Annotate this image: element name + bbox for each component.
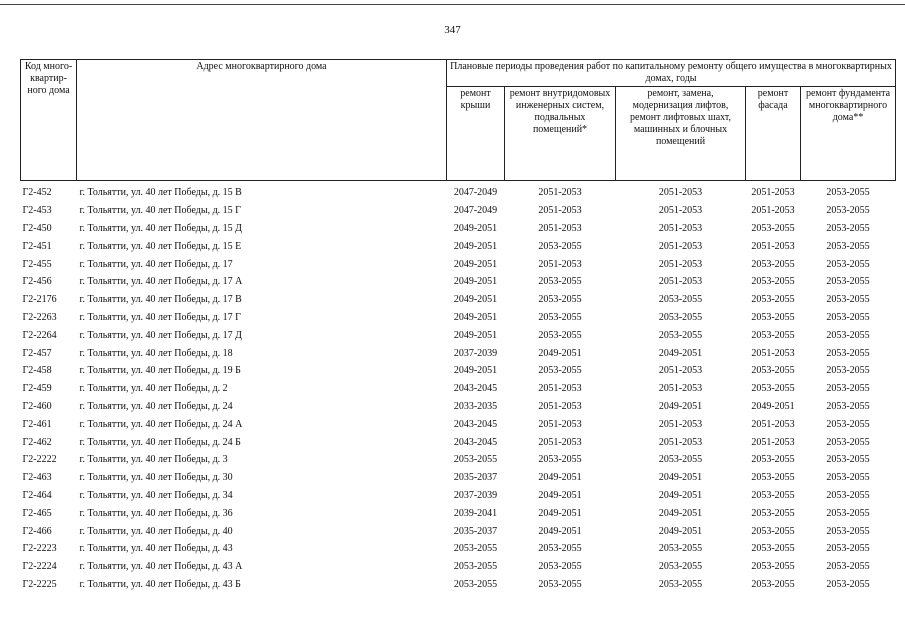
cell-foundation-period: 2053-2055 (826, 258, 870, 270)
header-planned-periods: Плановые периоды проведения работ по капитальному ремонту общего имущества в многоквартирных домах, годы (447, 60, 896, 87)
table-row (21, 433, 896, 451)
cell-address: г. Тольятти, ул. 40 лет Победы, д. 17 В (79, 294, 242, 306)
table-row (21, 181, 896, 202)
header-roof-repair: ремонт крыши (447, 87, 505, 181)
cell-roof-period: 2049-2051 (453, 276, 498, 288)
cell-house-code: Г2-451 (22, 240, 52, 252)
cell-roof-period: 2053-2055 (453, 543, 498, 555)
cell-address: г. Тольятти, ул. 40 лет Победы, д. 3 (79, 454, 228, 466)
cell-systems-period: 2051-2053 (538, 400, 582, 412)
cell-systems-period: 2051-2053 (538, 258, 582, 270)
cell-systems-period: 2053-2055 (538, 543, 582, 555)
header-foundation-repair: ремонт фундамента многоквартирного дома** (801, 87, 896, 181)
table-row (21, 326, 896, 344)
cell-elevators-period: 2053-2055 (658, 311, 703, 323)
cell-elevators-period: 2053-2055 (658, 294, 703, 306)
cell-systems-period: 2049-2051 (538, 525, 582, 537)
table-body (21, 181, 896, 594)
table-row (21, 291, 896, 309)
cell-house-code: Г2-461 (22, 418, 52, 430)
cell-foundation-period: 2053-2055 (826, 240, 870, 252)
cell-systems-period: 2053-2055 (538, 240, 582, 252)
cell-facade-period: 2053-2055 (751, 561, 795, 573)
cell-house-code: Г2-465 (22, 507, 52, 519)
cell-address: г. Тольятти, ул. 40 лет Победы, д. 40 (79, 525, 233, 537)
cell-facade-period: 2053-2055 (751, 365, 795, 377)
cell-foundation-period: 2053-2055 (826, 347, 870, 359)
cell-roof-period: 2037-2039 (453, 347, 498, 359)
cell-elevators-period: 2053-2055 (658, 329, 703, 341)
cell-foundation-period: 2053-2055 (826, 507, 870, 519)
cell-foundation-period: 2053-2055 (826, 222, 870, 234)
cell-systems-period: 2053-2055 (538, 365, 582, 377)
cell-systems-period: 2049-2051 (538, 507, 582, 519)
table-row (21, 522, 896, 540)
cell-elevators-period: 2051-2053 (658, 383, 703, 395)
table-row (21, 344, 896, 362)
cell-foundation-period: 2053-2055 (826, 294, 870, 306)
cell-systems-period: 2049-2051 (538, 489, 582, 501)
cell-house-code: Г2-2264 (22, 329, 57, 341)
cell-systems-period: 2051-2053 (538, 383, 582, 395)
cell-elevators-period: 2051-2053 (658, 187, 703, 199)
table-row (21, 255, 896, 273)
cell-address: г. Тольятти, ул. 40 лет Победы, д. 17 Д (79, 329, 242, 341)
table-row (21, 237, 896, 255)
cell-facade-period: 2051-2053 (751, 418, 795, 430)
cell-roof-period: 2049-2051 (453, 240, 498, 252)
table-row (21, 469, 896, 487)
table-row (21, 415, 896, 433)
cell-facade-period: 2053-2055 (751, 543, 795, 555)
cell-facade-period: 2053-2055 (751, 258, 795, 270)
cell-house-code: Г2-2263 (22, 311, 57, 323)
cell-address: г. Тольятти, ул. 40 лет Победы, д. 43 А (79, 561, 243, 573)
table-row (21, 202, 896, 220)
cell-foundation-period: 2053-2055 (826, 311, 870, 323)
cell-roof-period: 2047-2049 (453, 187, 498, 199)
cell-address: г. Тольятти, ул. 40 лет Победы, д. 17 А (79, 276, 243, 288)
cell-facade-period: 2053-2055 (751, 578, 795, 590)
cell-house-code: Г2-464 (22, 489, 52, 501)
cell-facade-period: 2053-2055 (751, 222, 795, 234)
cell-systems-period: 2053-2055 (538, 561, 582, 573)
cell-facade-period: 2053-2055 (751, 311, 795, 323)
cell-house-code: Г2-456 (22, 276, 52, 288)
table-row (21, 398, 896, 416)
cell-facade-period: 2053-2055 (751, 525, 795, 537)
header-house-code: Код много-квартир-ного дома (21, 60, 77, 181)
cell-address: г. Тольятти, ул. 40 лет Победы, д. 15 Г (79, 205, 241, 217)
cell-elevators-period: 2051-2053 (658, 258, 703, 270)
cell-roof-period: 2049-2051 (453, 365, 498, 377)
cell-foundation-period: 2053-2055 (826, 187, 870, 199)
cell-foundation-period: 2053-2055 (826, 276, 870, 288)
cell-address: г. Тольятти, ул. 40 лет Победы, д. 19 Б (79, 365, 241, 377)
cell-address: г. Тольятти, ул. 40 лет Победы, д. 15 В (79, 187, 242, 199)
cell-address: г. Тольятти, ул. 40 лет Победы, д. 24 Б (79, 436, 241, 448)
cell-foundation-period: 2053-2055 (826, 400, 870, 412)
cell-facade-period: 2051-2053 (751, 436, 795, 448)
cell-facade-period: 2051-2053 (751, 347, 795, 359)
cell-elevators-period: 2049-2051 (658, 347, 703, 359)
cell-house-code: Г2-458 (22, 365, 52, 377)
cell-roof-period: 2035-2037 (453, 472, 498, 484)
cell-foundation-period: 2053-2055 (826, 543, 870, 555)
cell-house-code: Г2-2223 (22, 543, 57, 555)
cell-systems-period: 2053-2055 (538, 276, 582, 288)
cell-address: г. Тольятти, ул. 40 лет Победы, д. 43 Б (79, 578, 241, 590)
cell-elevators-period: 2049-2051 (658, 525, 703, 537)
cell-systems-period: 2053-2055 (538, 578, 582, 590)
cell-roof-period: 2053-2055 (453, 454, 498, 466)
cell-systems-period: 2049-2051 (538, 472, 582, 484)
cell-elevators-period: 2049-2051 (658, 489, 703, 501)
cell-house-code: Г2-2176 (22, 294, 57, 306)
cell-facade-period: 2053-2055 (751, 472, 795, 484)
cell-address: г. Тольятти, ул. 40 лет Победы, д. 2 (79, 383, 228, 395)
cell-roof-period: 2049-2051 (453, 329, 498, 341)
cell-facade-period: 2051-2053 (751, 205, 795, 217)
cell-systems-period: 2053-2055 (538, 311, 582, 323)
table-row (21, 309, 896, 327)
cell-facade-period: 2053-2055 (751, 489, 795, 501)
cell-roof-period: 2037-2039 (453, 489, 498, 501)
cell-address: г. Тольятти, ул. 40 лет Победы, д. 34 (79, 489, 233, 501)
cell-elevators-period: 2053-2055 (658, 561, 703, 573)
cell-systems-period: 2051-2053 (538, 436, 582, 448)
cell-systems-period: 2051-2053 (538, 205, 582, 217)
cell-address: г. Тольятти, ул. 40 лет Победы, д. 15 Д (79, 222, 242, 234)
cell-address: г. Тольятти, ул. 40 лет Победы, д. 15 Е (79, 240, 242, 252)
cell-elevators-period: 2051-2053 (658, 240, 703, 252)
table-row (21, 504, 896, 522)
table-row (21, 540, 896, 558)
cell-elevators-period: 2051-2053 (658, 205, 703, 217)
cell-house-code: Г2-466 (22, 525, 52, 537)
table-row (21, 380, 896, 398)
cell-house-code: Г2-453 (22, 205, 52, 217)
cell-roof-period: 2049-2051 (453, 294, 498, 306)
cell-foundation-period: 2053-2055 (826, 578, 870, 590)
cell-elevators-period: 2053-2055 (658, 454, 703, 466)
cell-facade-period: 2053-2055 (751, 294, 795, 306)
cell-house-code: Г2-2222 (22, 454, 57, 466)
cell-house-code: Г2-2224 (22, 561, 57, 573)
cell-systems-period: 2053-2055 (538, 329, 582, 341)
cell-foundation-period: 2053-2055 (826, 329, 870, 341)
cell-foundation-period: 2053-2055 (826, 436, 870, 448)
cell-house-code: Г2-462 (22, 436, 52, 448)
cell-address: г. Тольятти, ул. 40 лет Победы, д. 30 (79, 472, 233, 484)
cell-facade-period: 2053-2055 (751, 507, 795, 519)
cell-house-code: Г2-450 (22, 222, 52, 234)
cell-address: г. Тольятти, ул. 40 лет Победы, д. 17 (79, 258, 233, 270)
cell-address: г. Тольятти, ул. 40 лет Победы, д. 43 (79, 543, 233, 555)
cell-elevators-period: 2049-2051 (658, 507, 703, 519)
cell-elevators-period: 2049-2051 (658, 400, 703, 412)
cell-foundation-period: 2053-2055 (826, 418, 870, 430)
header-facade-repair: ремонт фасада (746, 87, 801, 181)
cell-systems-period: 2051-2053 (538, 418, 582, 430)
cell-systems-period: 2053-2055 (538, 454, 582, 466)
cell-systems-period: 2049-2051 (538, 347, 582, 359)
cell-roof-period: 2043-2045 (453, 436, 498, 448)
cell-facade-period: 2049-2051 (751, 400, 795, 412)
cell-facade-period: 2053-2055 (751, 276, 795, 288)
cell-elevators-period: 2053-2055 (658, 543, 703, 555)
table-row (21, 273, 896, 291)
cell-facade-period: 2051-2053 (751, 240, 795, 252)
cell-foundation-period: 2053-2055 (826, 365, 870, 377)
cell-facade-period: 2053-2055 (751, 329, 795, 341)
cell-foundation-period: 2053-2055 (826, 383, 870, 395)
cell-roof-period: 2049-2051 (453, 222, 498, 234)
table-row (21, 451, 896, 469)
cell-address: г. Тольятти, ул. 40 лет Победы, д. 24 А (79, 418, 243, 430)
cell-house-code: Г2-457 (22, 347, 52, 359)
cell-house-code: Г2-455 (22, 258, 52, 270)
table-row (21, 558, 896, 576)
cell-roof-period: 2053-2055 (453, 578, 498, 590)
cell-facade-period: 2051-2053 (751, 187, 795, 199)
cell-house-code: Г2-459 (22, 383, 52, 395)
header-address: Адрес многоквартирного дома (77, 60, 447, 181)
cell-facade-period: 2053-2055 (751, 383, 795, 395)
cell-elevators-period: 2049-2051 (658, 472, 703, 484)
cell-elevators-period: 2051-2053 (658, 436, 703, 448)
cell-roof-period: 2033-2035 (453, 400, 498, 412)
cell-roof-period: 2035-2037 (453, 525, 498, 537)
cell-foundation-period: 2053-2055 (826, 454, 870, 466)
cell-roof-period: 2043-2045 (453, 383, 498, 395)
cell-address: г. Тольятти, ул. 40 лет Победы, д. 18 (79, 347, 233, 359)
top-rule (0, 4, 905, 5)
capital-repair-table (20, 59, 896, 593)
cell-foundation-period: 2053-2055 (826, 525, 870, 537)
cell-address: г. Тольятти, ул. 40 лет Победы, д. 36 (79, 507, 233, 519)
cell-house-code: Г2-463 (22, 472, 52, 484)
cell-roof-period: 2043-2045 (453, 418, 498, 430)
cell-elevators-period: 2051-2053 (658, 365, 703, 377)
cell-elevators-period: 2051-2053 (658, 418, 703, 430)
page-number: 347 (444, 24, 461, 36)
cell-systems-period: 2053-2055 (538, 294, 582, 306)
cell-elevators-period: 2051-2053 (658, 222, 703, 234)
cell-roof-period: 2039-2041 (453, 507, 498, 519)
cell-house-code: Г2-2225 (22, 578, 57, 590)
table-row (21, 220, 896, 238)
table-row (21, 362, 896, 380)
cell-roof-period: 2053-2055 (453, 561, 498, 573)
cell-address: г. Тольятти, ул. 40 лет Победы, д. 17 Г (79, 311, 241, 323)
header-systems-repair: ремонт внутридомовых инженерных систем, подвальных помещений* (505, 87, 616, 181)
cell-foundation-period: 2053-2055 (826, 472, 870, 484)
cell-elevators-period: 2053-2055 (658, 578, 703, 590)
cell-house-code: Г2-460 (22, 400, 52, 412)
cell-roof-period: 2049-2051 (453, 311, 498, 323)
cell-foundation-period: 2053-2055 (826, 561, 870, 573)
cell-house-code: Г2-452 (22, 187, 52, 199)
cell-foundation-period: 2053-2055 (826, 489, 870, 501)
table-row (21, 487, 896, 505)
cell-elevators-period: 2051-2053 (658, 276, 703, 288)
cell-facade-period: 2053-2055 (751, 454, 795, 466)
cell-systems-period: 2051-2053 (538, 187, 582, 199)
header-elevator-repair: ремонт, замена, модернизация лифтов, ремонт лифтовых шахт, машинных и блочных помещений (616, 87, 746, 181)
cell-foundation-period: 2053-2055 (826, 205, 870, 217)
table-row (21, 576, 896, 594)
cell-address: г. Тольятти, ул. 40 лет Победы, д. 24 (79, 400, 233, 412)
cell-systems-period: 2051-2053 (538, 222, 582, 234)
cell-roof-period: 2047-2049 (453, 205, 498, 217)
cell-roof-period: 2049-2051 (453, 258, 498, 270)
